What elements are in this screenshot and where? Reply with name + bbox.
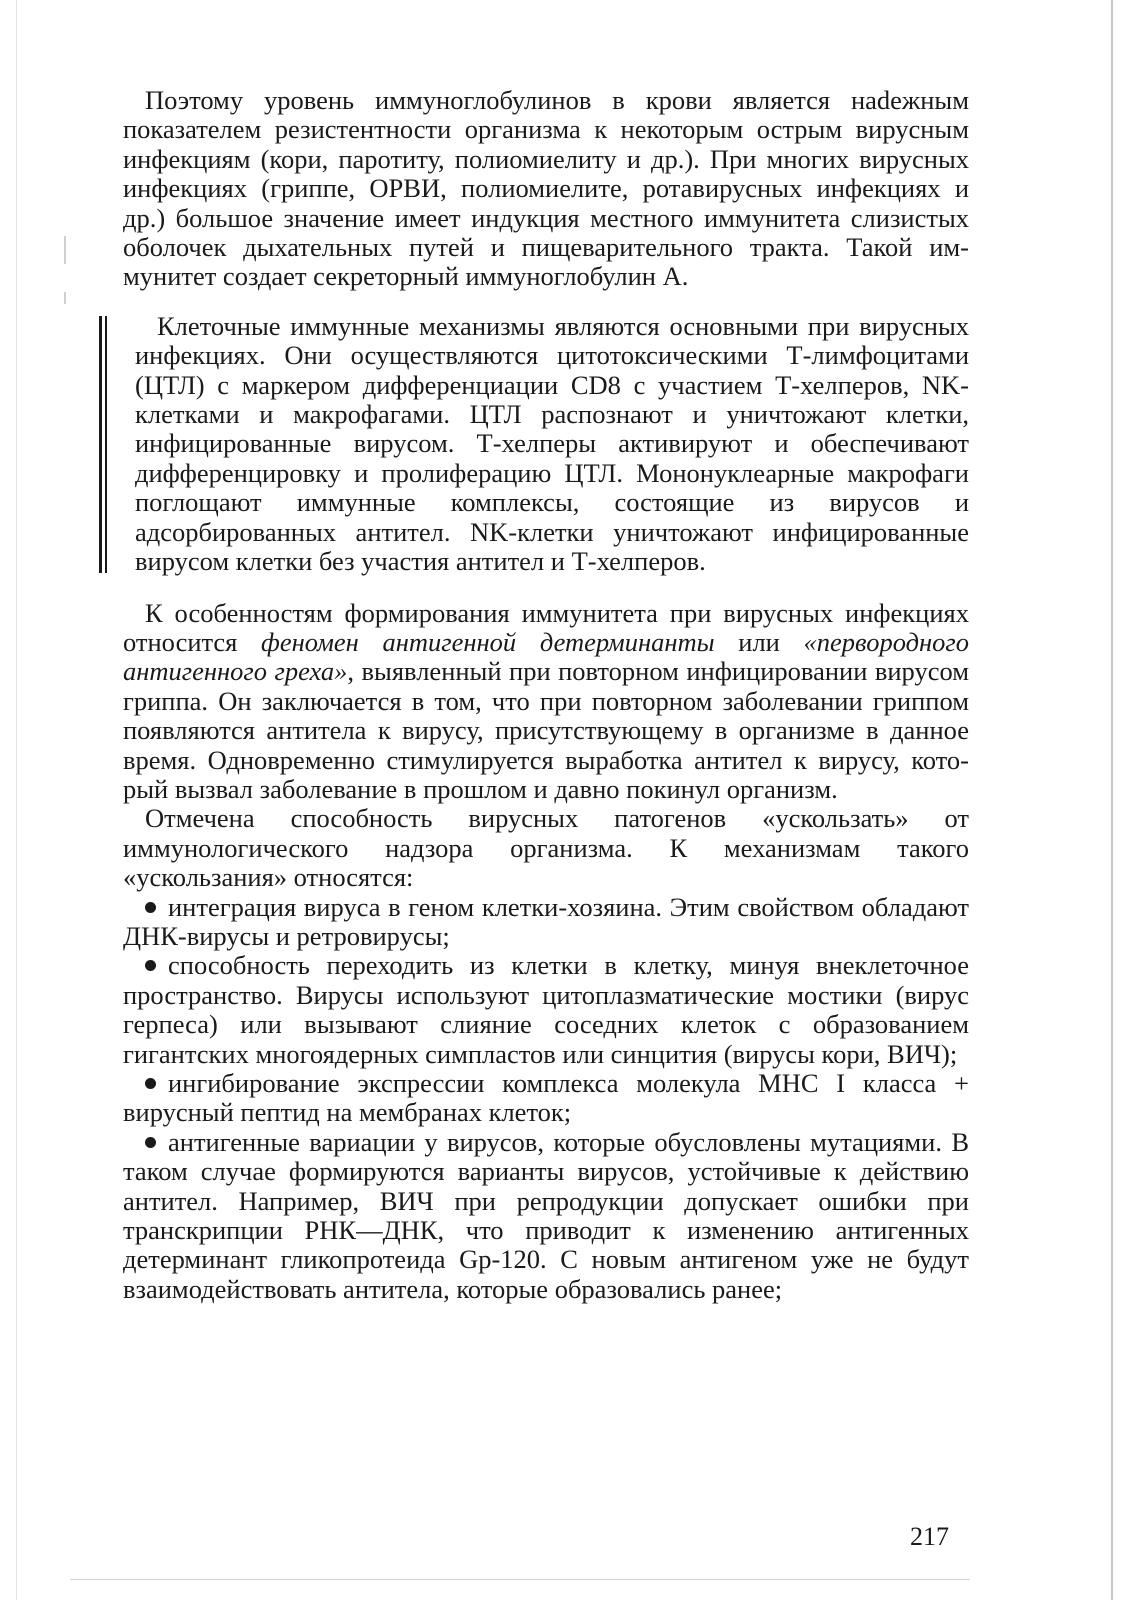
paragraph-immune-evasion: Отмечена способность вирусных патогенов «ускользать» от иммунологического надзора организма. К механизмам такого «ускользания» относятся: [123, 803, 969, 893]
margin-mark [64, 292, 66, 304]
list-item-text: интеграция вируса в геном клетки-хозяина. Этим свойством обладают ДНК-вирусы и ретровирусы; [123, 891, 969, 951]
list-item [123, 1069, 969, 1128]
text-segment: К особенностям формирования иммунитета при вирусных инфекциях относится [123, 597, 969, 657]
bullet-icon [145, 902, 156, 913]
text-segment: , выявленный при повторном инфицировании вирусом гриппа. Он заключается в том, что при повторном заболевании гриппом появляются антитела к вирусу, присутствующему в организме в данное время. Одновременно стимулируется выработка антител к вирусу, который вызвал заболевание в прошлом и давно покинул организм. [123, 656, 969, 804]
list-item [123, 951, 969, 1069]
list-item-text: ингибирование экспрессии комплекса молекула МНС I класса + вирусный пептид на мембранах клеток; [123, 1068, 969, 1128]
highlight-bar [99, 316, 102, 573]
highlighted-block [123, 312, 969, 577]
term-original-antigenic-sin: «первородного антигенного греха» [123, 626, 969, 687]
page-edge-bottom [70, 1579, 970, 1580]
page-edge-right [1111, 0, 1113, 1600]
bullet-icon [145, 960, 156, 971]
bullet-icon [145, 1078, 156, 1089]
text-segment: или [714, 626, 804, 657]
paragraph-cellular-mechanisms: Клеточные иммунные механизмы являются основными при вирусных инфекциях. Они осуществляются цитотоксическими Т-лимфоцитами (ЦТЛ) с маркером дифференциации CD8 с участием Т-хелперов, NK-клетками и макрофагами. ЦТЛ распознают и уничтожают клетки, инфицированные вирусом. Т-хелперы активируют и обеспечивают дифференцировку и пролиферацию ЦТЛ. Мононуклеарные макрофаги поглощают иммунные комплексы, состоящие из вирусов и адсорбированных антител. NK-клетки уничтожают инфицированные вирусом клетки без участия антител и Т-хелперов. [135, 310, 969, 577]
margin-mark [64, 236, 66, 264]
page-edge-left [16, 0, 17, 1600]
list-item [123, 893, 969, 952]
bullet-icon [145, 1137, 156, 1148]
page-body [123, 86, 969, 1304]
paragraph-immunoglobulin-level: Поэтому уровень иммуноглобулинов в крови является наdежным показателем резистентности организма к некоторым острым вирусным инфекциям (кори, паротиту, полиомиелиту и др.). При многих вирусных инфекциях (гриппе, ОРВИ, полиомиелите, ротавирусных инфекциях и др.) большое значение имеет индукция местного иммунитета слизистых оболочек дыхательных путей и пищеварительного тракта. Такой иммунитет создает секреторный иммуноглобулин А. [123, 85, 969, 292]
highlight-bar-inner [105, 316, 107, 573]
list-item-text: антигенные вариации у вирусов, которые обусловлены мутациями. В таком случае формируются варианты вирусов, устойчивые к действию антител. Например, ВИЧ при репродукции допускает ошибки при транскрипции РНК—ДНК, что приводит к изменению антигенных детерминант гликопротеида Gp-120. С новым антигеном уже не будут взаимодействовать антитела, которые образовались ранее; [123, 1126, 969, 1304]
list-item [123, 1128, 969, 1304]
page-number: 217 [910, 1522, 949, 1551]
term-antigenic-determinant: феномен антигенной детерминанты [261, 626, 715, 657]
list-item-text: способность переходить из клетки в клетку, минуя внеклеточное пространство. Вирусы используют цитоплазматические мостики (вирус герпеса) или вызывают слияние соседних клеток с образованием гигантских многоядерных симпластов или синцития (вирусы кори, ВИЧ); [123, 950, 969, 1069]
paragraph-antigenic-sin [123, 599, 969, 805]
